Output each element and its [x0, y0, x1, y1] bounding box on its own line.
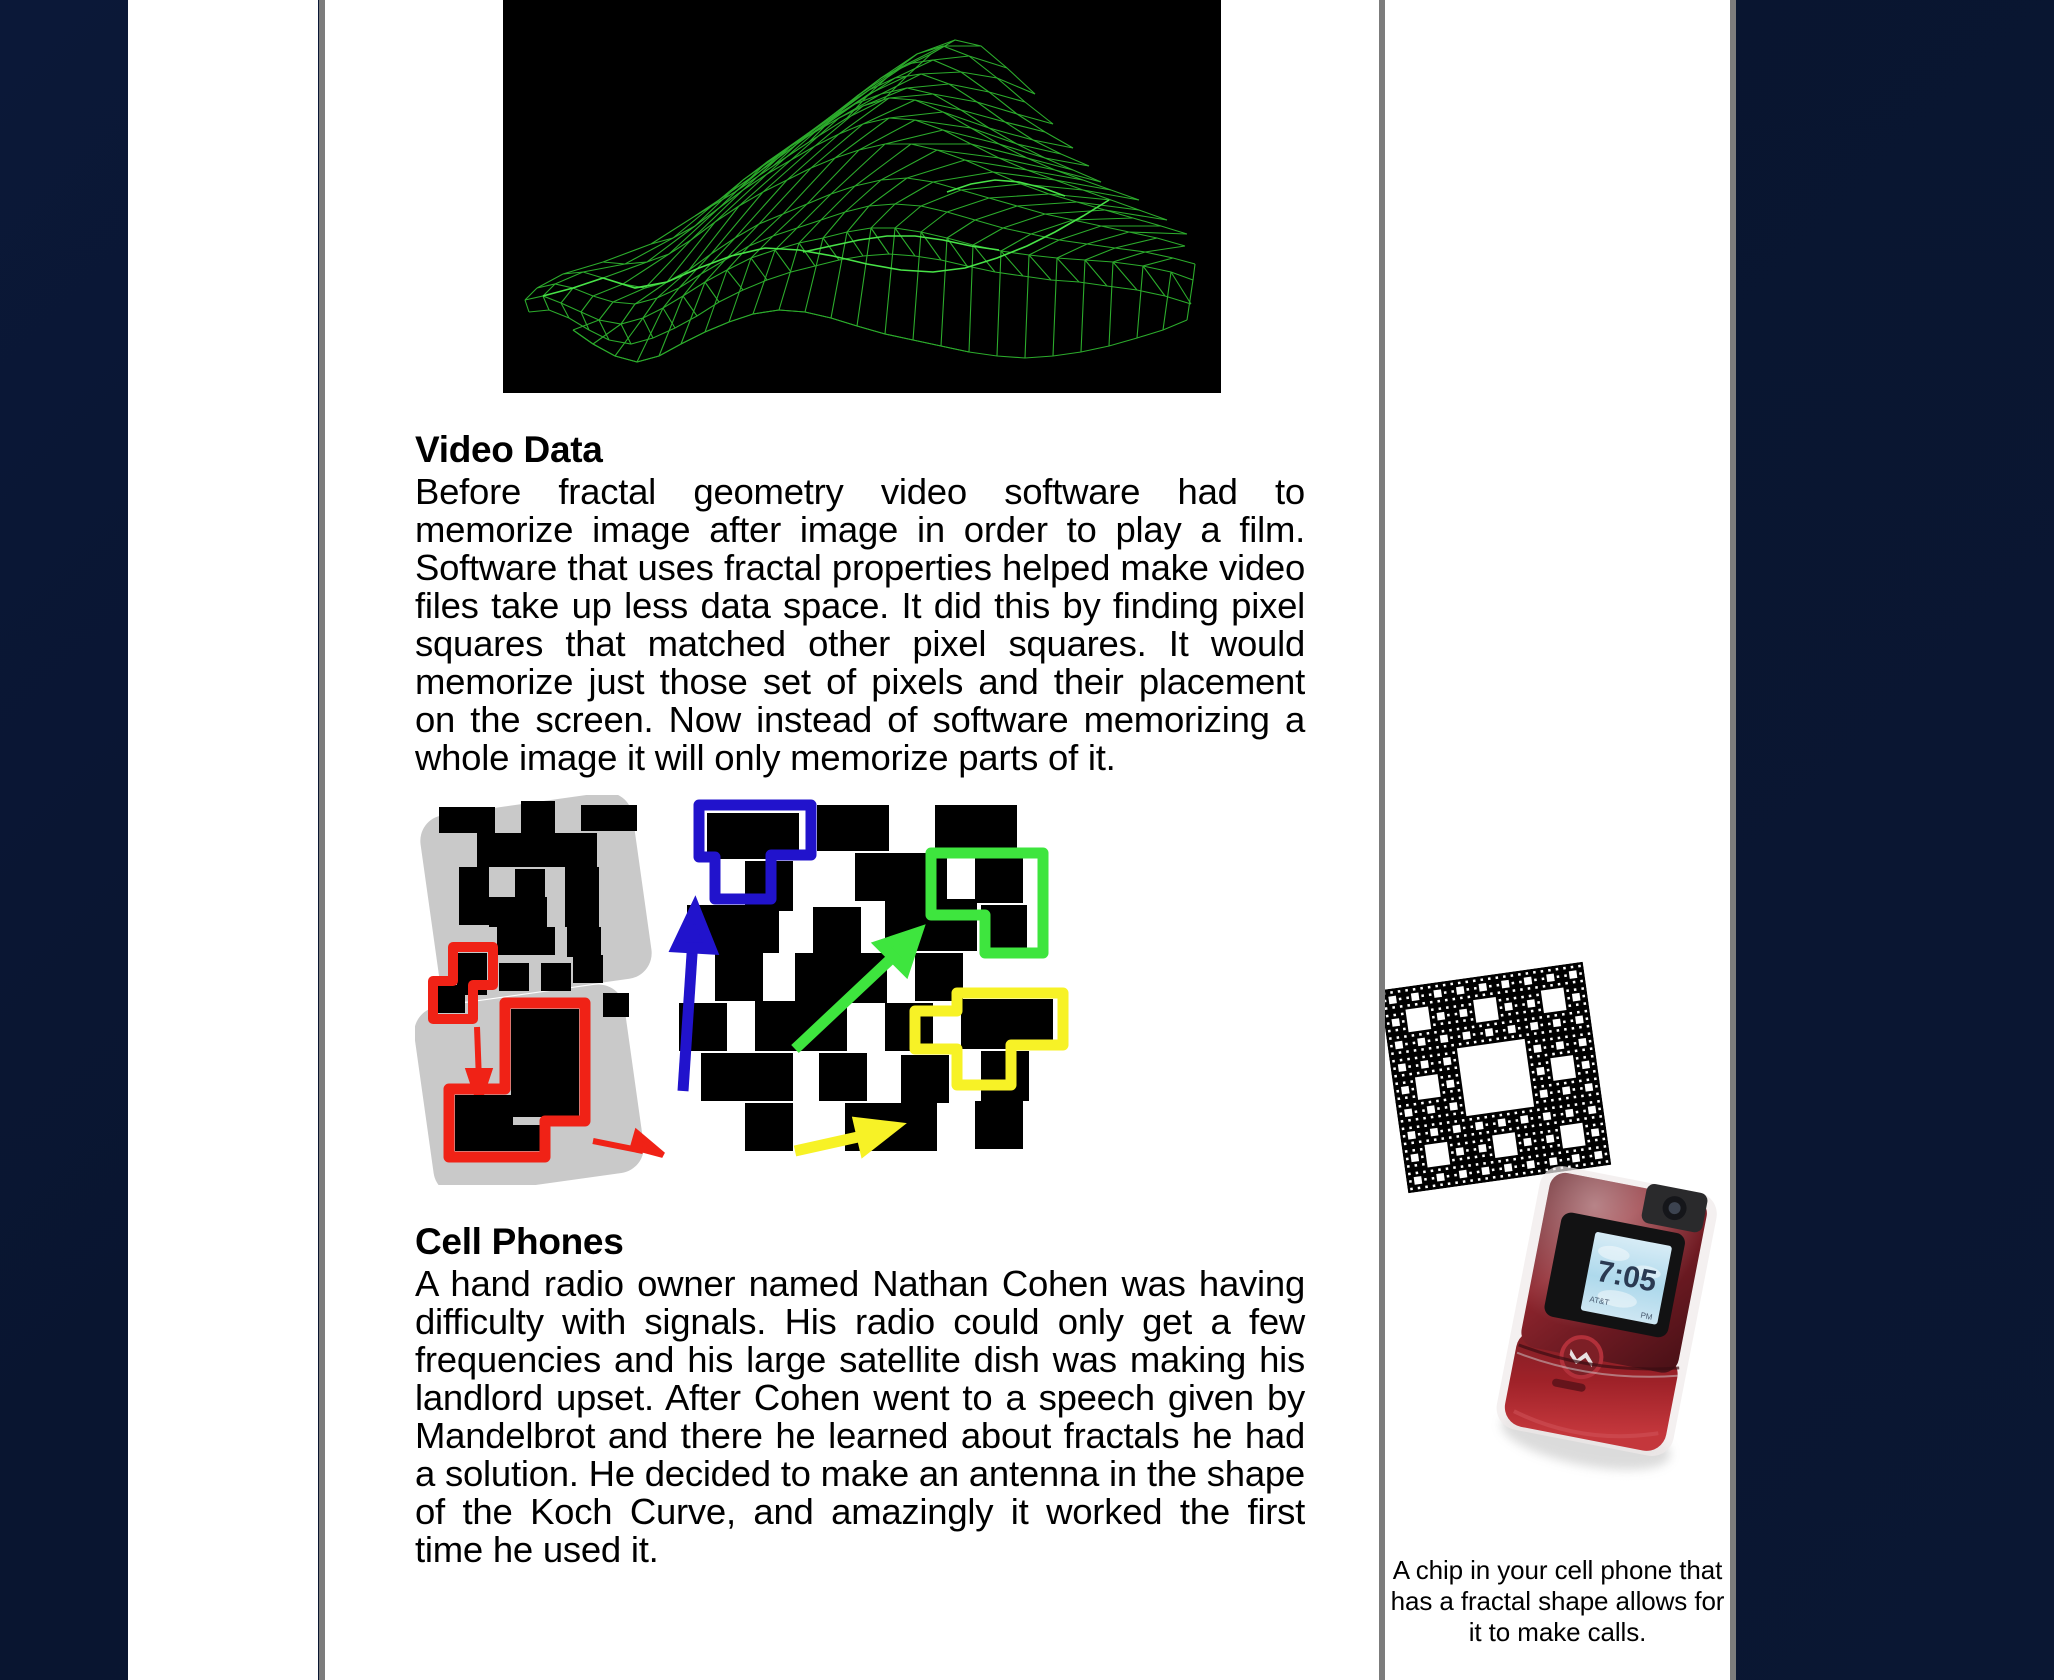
svg-text:AT&T: AT&T	[1588, 1294, 1611, 1308]
section-heading-cell-phones: Cell Phones	[415, 1221, 624, 1262]
section-paragraph-cell-phones: A hand radio owner named Nathan Cohen was having difficulty with signals. His radio could only get a few frequencies and his large satellite dish was making his landlord upset. After Cohen went to a speech given by Mandelbrot and there he learned about fractals he had a solution. He decided to make an antenna in the shape of the Koch Curve, and amazingly it worked the first time he used it.	[415, 1263, 1305, 1570]
svg-text:PM: PM	[1639, 1310, 1654, 1322]
phone-screen-time: 7:05	[1593, 1254, 1660, 1299]
fractal-terrain-wireframe	[503, 0, 1221, 393]
motorola-razr-phone	[1480, 1165, 1730, 1485]
fractal-image-compression-diagram	[415, 795, 1223, 1185]
sidebar-figure-caption: A chip in your cell phone that has a fractal shape allows for it to make calls.	[1390, 1555, 1725, 1647]
section-heading-video-data: Video Data	[415, 429, 603, 470]
section-paragraph-video-data: Before fractal geometry video software had to memorize image after image in order to play a film. Software that uses fractal properties helped make video files take up less data space. It did this by finding pixel squares that matched other pixel squares. It would memorize just those set of pixels and their placement on the screen. Now instead of software memorizing a whole image it will only memorize parts of it.	[415, 471, 1305, 778]
sierpinski-carpet-fractal	[1385, 962, 1611, 1194]
page-divider-right	[1730, 0, 1736, 1680]
main-content-column	[325, 0, 1379, 1680]
sidebar-column	[1385, 0, 1730, 1680]
left-page-margin-strip	[128, 0, 318, 1680]
